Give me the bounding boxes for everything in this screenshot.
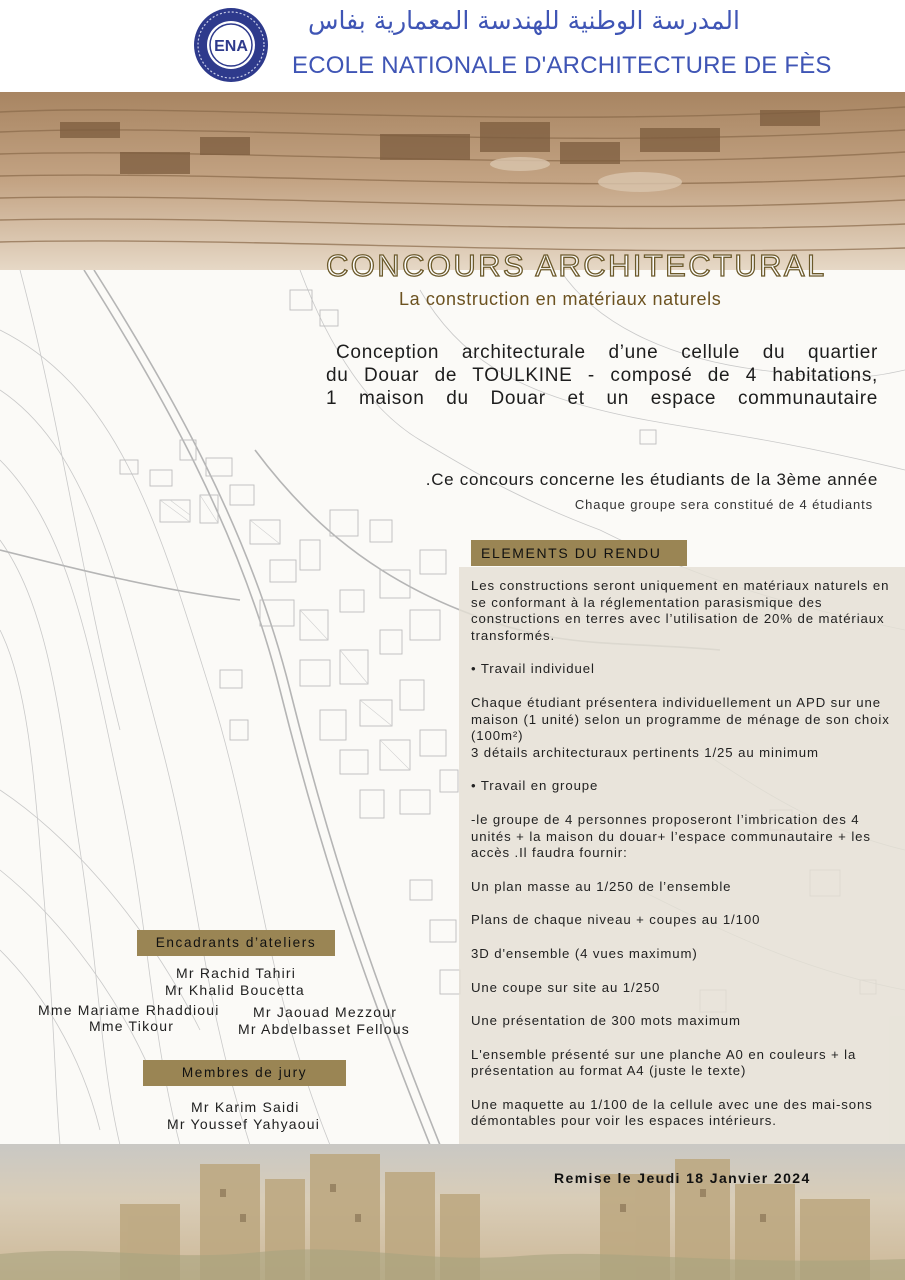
school-emblem-icon [192, 6, 270, 84]
rendu-item: Une coupe sur site au 1/250 [471, 979, 661, 995]
description-line: Conception architecturale d’une cellule du quartier [336, 342, 878, 363]
village-footer-image [0, 1144, 905, 1280]
encadrant-name: Mr Rachid Tahiri [176, 965, 297, 981]
description-line: 1 maison du Douar et un espace communautaire [326, 388, 878, 409]
encadrant-name: Mr Khalid Boucetta [165, 982, 305, 998]
school-name-french: ECOLE NATIONALE D'ARCHITECTURE DE FÈS [292, 52, 832, 79]
rendu-individuel-details: 3 détails architecturaux pertinents 1/25 au minimum [471, 744, 819, 760]
submission-date: Remise le Jeudi 18 Janvier 2024 [554, 1170, 811, 1186]
rendu-groupe-text: -le groupe de 4 personnes proposeront l’imbrication des 4 unités + la maison du douar+ l’espace communautaire + les accès .Il faudra fournir: [471, 811, 871, 861]
rendu-item: Une maquette au 1/100 de la cellule avec une des mai-sons démontables pour voir les espaces intérieurs. [471, 1096, 873, 1129]
rendu-item: 3D d'ensemble (4 vues maximum) [471, 945, 698, 961]
description-line: du Douar de TOULKINE - composé de 4 habitations, [326, 365, 878, 386]
competition-subtitle: La construction en matériaux naturels [399, 289, 722, 309]
rendu-content [471, 578, 903, 1130]
rendu-item: Un plan masse au 1/250 de l’ensemble [471, 878, 732, 894]
project-description [326, 341, 878, 410]
encadrant-name: Mme Mariame Rhaddioui [38, 1002, 220, 1018]
encadrant-name: Mr Abdelbasset Fellous [238, 1021, 410, 1037]
encadrant-name: Mme Tikour [89, 1018, 175, 1034]
audience-note: .Ce concours concerne les étudiants de la 3ème année [425, 470, 878, 489]
school-name-arabic: المدرسة الوطنية للهندسة المعمارية بفاس [308, 6, 740, 35]
encadrants-heading: Encadrants d’ateliers [137, 930, 335, 956]
rendu-intro: Les constructions seront uniquement en matériaux naturels en se conformant à la réglementation parasismique des constructions en terres avec l’utilisation de 20% de matériaux transformés. [471, 578, 890, 643]
rendu-item: Une présentation de 300 mots maximum [471, 1013, 741, 1029]
logo-text: ENA [214, 38, 248, 55]
jury-name: Mr Karim Saidi [191, 1099, 300, 1115]
competition-title: CONCOURS ARCHITECTURAL [326, 248, 827, 283]
jury-heading: Membres de jury [143, 1060, 346, 1086]
rendu-individuel-text: Chaque étudiant présentera individuellement un APD sur une maison (1 unité) selon un programme de ménage de son choix (100m²) [471, 694, 890, 744]
rendu-groupe-title: • Travail en groupe [471, 778, 599, 794]
rendu-item: L'ensemble présenté sur une planche A0 en couleurs + la présentation au format A4 (juste le texte) [471, 1046, 857, 1079]
rendu-individuel-title: • Travail individuel [471, 661, 595, 677]
jury-name: Mr Youssef Yahyaoui [167, 1116, 321, 1132]
encadrant-name: Mr Jaouad Mezzour [253, 1004, 398, 1020]
rendu-heading: ELEMENTS DU RENDU [471, 540, 687, 566]
rendu-item: Plans de chaque niveau + coupes au 1/100 [471, 912, 761, 928]
landscape-banner-image [0, 92, 905, 270]
group-note: Chaque groupe sera constitué de 4 étudiants [574, 497, 873, 512]
